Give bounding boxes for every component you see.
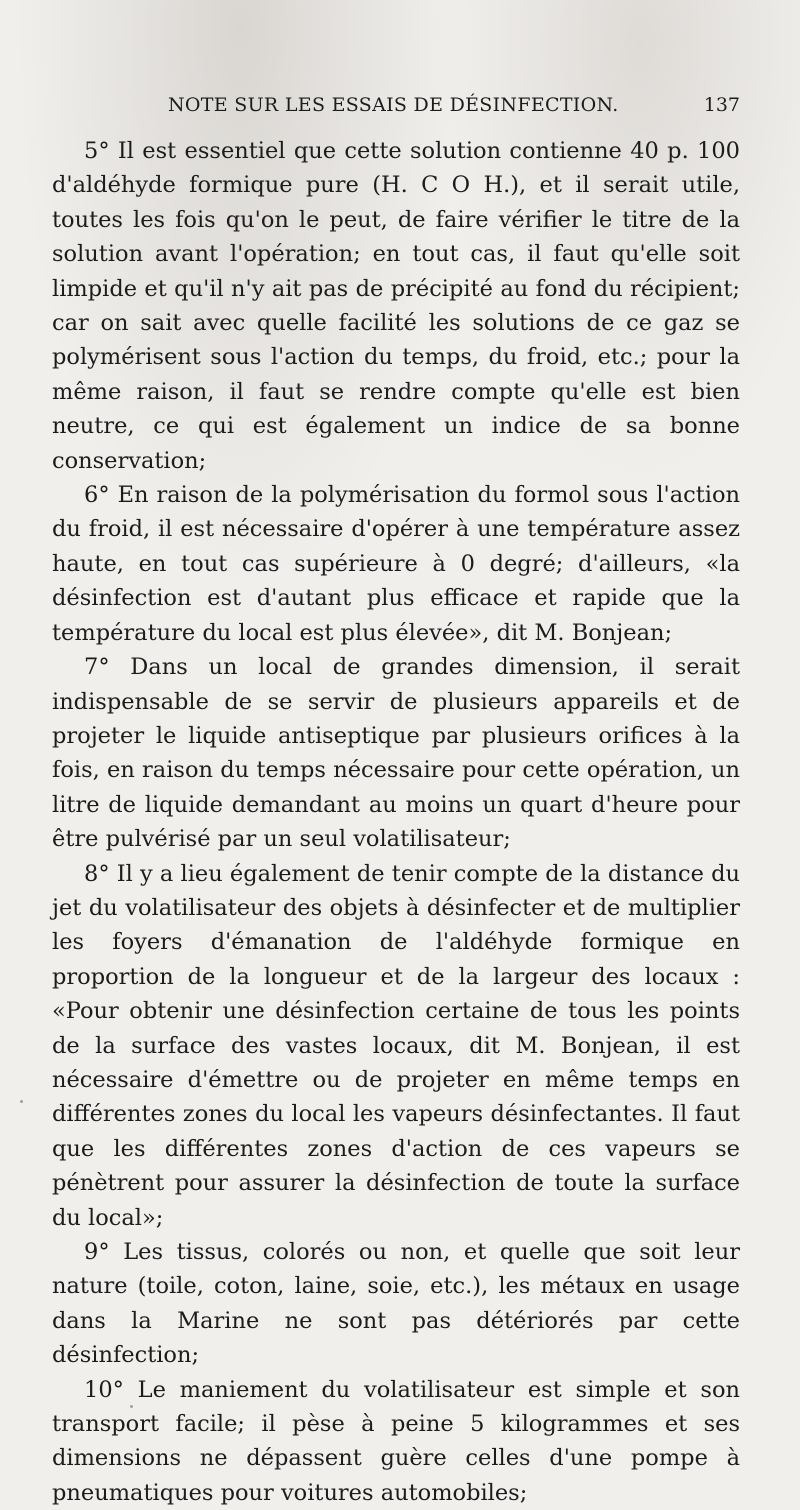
paragraph-item-7: 7° Dans un local de grandes dimension, il serait indispensable de se servir de plusieurs appareils et de projeter le liquide antiseptique par plusieurs orifices à la fois, en raison du temps nécessaire pour cette opération, un litre de liquide demandant au moins un quart d'heure pour être pulvérisé par un seul volatilisateur;: [52, 654, 740, 853]
running-head-title: NOTE SUR LES ESSAIS DE DÉSINFECTION.: [168, 94, 619, 116]
paragraph-item-9: 9° Les tissus, colorés ou non, et quelle que soit leur nature (toile, coton, laine, soie, etc.), les métaux en usage dans la Marine ne sont pas détériorés par cette désinfection;: [52, 1239, 740, 1369]
paragraph-item-8: 8° Il y a lieu également de tenir compte de la distance du jet du volatilisateur des objets à désinfecter et de multiplier les foyers d'émanation de l'aldéhyde formique en proportion de la longueur et de la largeur des locaux : «Pour obtenir une désinfection certaine de tous les points de la surface des vastes locaux, dit M. Bonjean, il est nécessaire d'émettre ou de projeter en même temps en différentes zones du local les vapeurs désinfectantes. Il faut que les différentes zones d'action de ces vapeurs se pénètrent pour assurer la désinfection de toute la surface du local»;: [52, 860, 740, 1231]
scan-speck: [130, 1405, 133, 1408]
paragraph-item-5: 5° Il est essentiel que cette solution contienne 40 p. 100 d'aldéhyde formique pure (H. C O H.), et il serait utile, toutes les fois qu'on le peut, de faire vérifier le titre de la solution avant l'opération; en tout cas, il faut qu'elle soit limpide et qu'il n'y ait pas de précipité au fond du récipient; car on sait avec quelle facilité les solutions de ce gaz se polymérisent sous l'action du temps, du froid, etc.; pour la même raison, il faut se rendre compte qu'elle est bien neutre, ce qui est également un indice de sa bonne conservation;: [52, 138, 740, 474]
scan-speck: [20, 1100, 23, 1103]
body-text: [52, 134, 740, 1510]
paragraph-item-6: 6° En raison de la polymérisation du formol sous l'action du froid, il est nécessaire d'opérer à une température assez haute, en tout cas supérieure à 0 degré; d'ailleurs, «la désinfection est d'autant plus efficace et rapide que la température du local est plus élevée», dit M. Bonjean;: [52, 482, 740, 646]
page-number: 137: [703, 94, 740, 116]
running-head: [52, 94, 740, 124]
paragraph-item-10: 10° Le maniement du volatilisateur est simple et son transport facile; il pèse à peine 5 kilogrammes et ses dimensions ne dépassent guère celles d'une pompe à pneumatiques pour voitures automobiles;: [52, 1376, 740, 1506]
